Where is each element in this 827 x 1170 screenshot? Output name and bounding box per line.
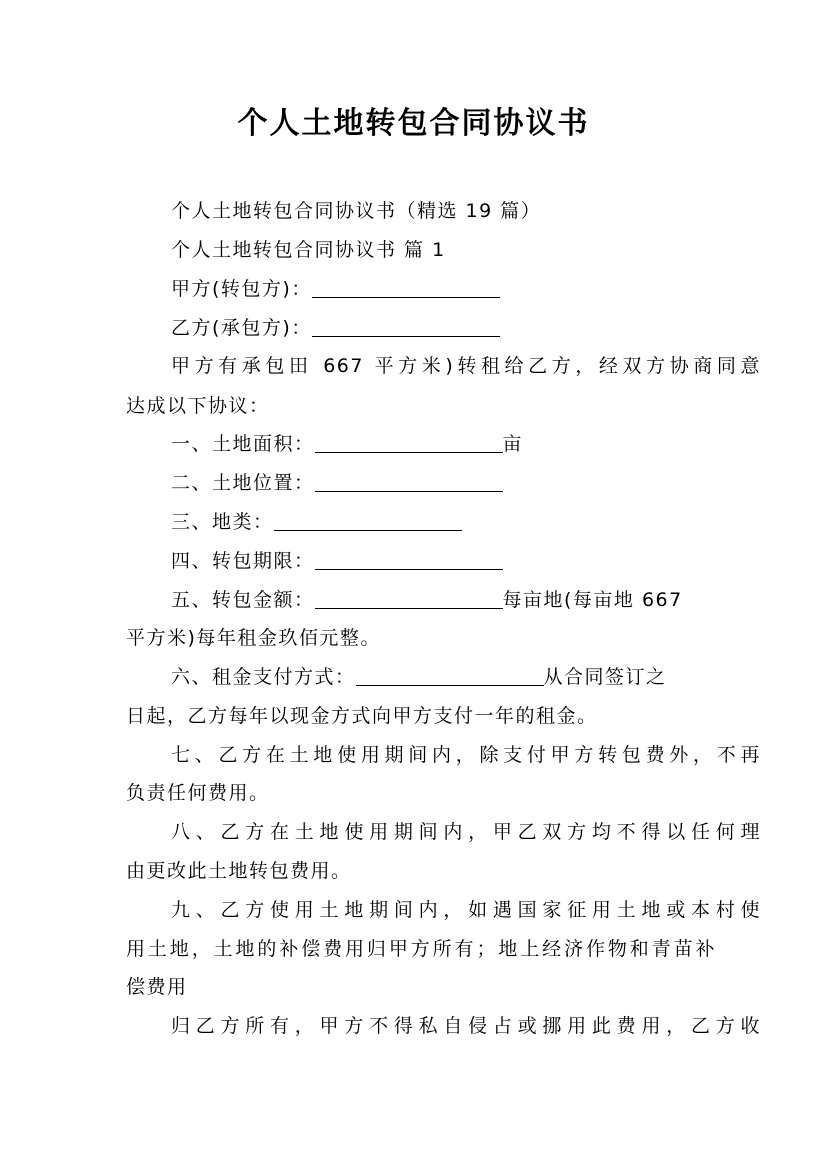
paragraph-line: 九、乙方使用土地期间内，如遇国家征用土地或本村使	[171, 899, 761, 921]
party-b-label: 乙方(承包方)：	[171, 317, 312, 339]
clause-2-blank	[315, 467, 503, 492]
paragraph-line: 平方米)每年租金玖佰元整。	[126, 627, 381, 649]
subtitle-line: 个人土地转包合同协议书（精选 19 篇）	[171, 200, 542, 222]
clause-1-line	[126, 425, 761, 463]
clause-1-label: 一、土地面积：	[171, 433, 315, 455]
paragraph-line: 甲方有承包田 667 平方米)转租给乙方，经双方协商同意	[171, 355, 761, 377]
clause-1-unit: 亩	[502, 433, 524, 455]
paragraph-line: 由更改此土地转包费用。	[126, 860, 352, 882]
paragraph-line: 八、乙方在土地使用期间内，甲乙双方均不得以任何理	[171, 821, 761, 843]
party-b-line	[126, 309, 761, 347]
clause-6-blank	[356, 661, 544, 686]
clause-4-label: 四、转包期限：	[171, 550, 315, 572]
clause-6-text: 从合同签订之	[543, 666, 667, 688]
clause-2-label: 二、土地位置：	[171, 472, 315, 494]
section-heading: 个人土地转包合同协议书 篇 1	[171, 239, 446, 261]
paragraph-line: 用土地，土地的补偿费用归甲方所有；地上经济作物和青苗补	[126, 938, 716, 960]
clause-5-text: 每亩地(每亩地 667	[502, 589, 683, 611]
party-a-line	[126, 270, 761, 308]
party-b-blank	[312, 312, 500, 337]
clause-4-line	[126, 542, 761, 580]
clause-5-label: 五、转包金额：	[171, 589, 315, 611]
paragraph-line: 达成以下协议：	[126, 395, 270, 417]
clause-3-blank	[274, 506, 462, 531]
party-a-blank	[312, 273, 500, 298]
clause-3-label: 三、地类：	[171, 511, 274, 533]
clause-5-line	[126, 581, 761, 619]
clause-6-label: 六、租金支付方式：	[171, 666, 356, 688]
clause-6-line	[126, 658, 761, 696]
clause-4-blank	[315, 545, 503, 570]
clause-2-line	[126, 464, 761, 502]
paragraph-line: 负责任何费用。	[126, 782, 270, 804]
clause-1-blank	[315, 428, 503, 453]
paragraph-line: 归乙方所有，甲方不得私自侵占或挪用此费用，乙方收	[171, 1015, 761, 1037]
paragraph-line: 偿费用	[126, 976, 188, 998]
paragraph-line: 七、乙方在土地使用期间内，除支付甲方转包费外，不再	[171, 744, 761, 766]
paragraph-line: 日起，乙方每年以现金方式向甲方支付一年的租金。	[126, 705, 598, 727]
party-a-label: 甲方(转包方)：	[171, 278, 312, 300]
clause-5-blank	[315, 584, 503, 609]
clause-3-line	[126, 503, 761, 541]
document-title: 个人土地转包合同协议书	[237, 106, 590, 141]
